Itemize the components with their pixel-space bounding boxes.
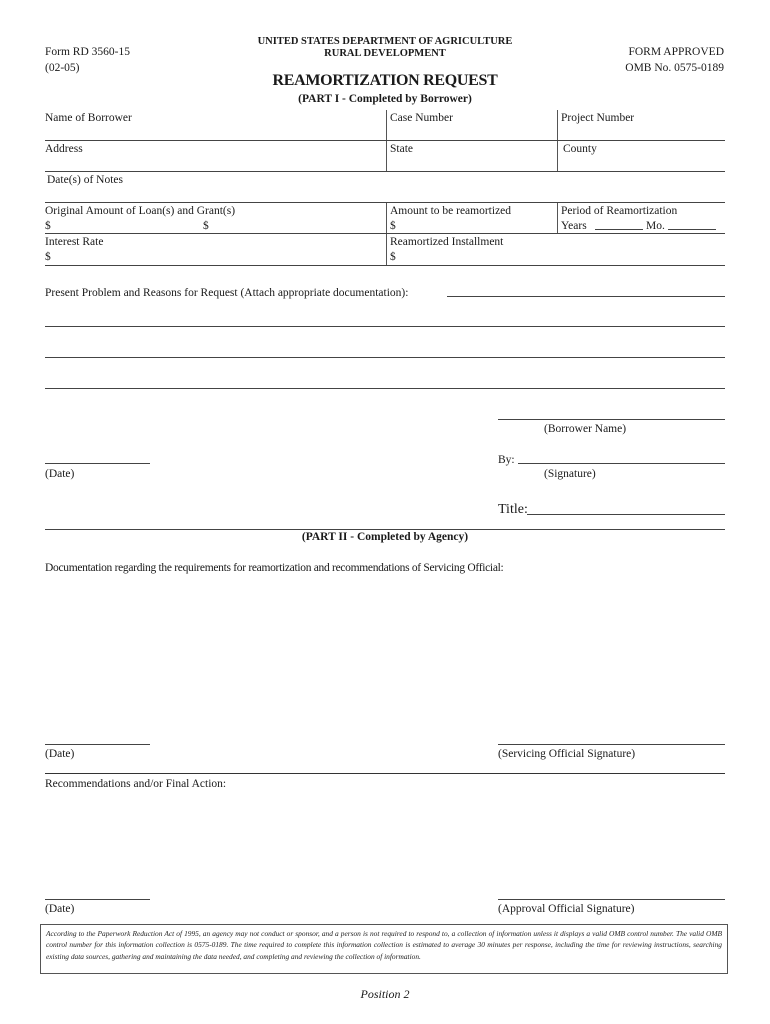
servicing-signature-line[interactable]: [498, 744, 725, 745]
problem-line[interactable]: [45, 357, 725, 358]
address-label: Address: [45, 143, 83, 155]
signature-caption: (Signature): [544, 468, 596, 480]
reamortized-installment-label: Reamortized Installment: [390, 236, 504, 248]
dollar-sign: $: [390, 220, 396, 232]
county-label: County: [563, 143, 597, 155]
row-divider: [45, 233, 725, 234]
dates-of-notes-label: Date(s) of Notes: [47, 174, 124, 186]
months-field[interactable]: [668, 229, 716, 230]
dollar-sign: $: [45, 220, 51, 232]
part-divider: [45, 529, 725, 530]
title-line[interactable]: [527, 514, 725, 515]
name-of-borrower-label: Name of Borrower: [45, 112, 132, 124]
form-number: Form RD 3560-15: [45, 46, 130, 58]
date-line[interactable]: [45, 744, 150, 745]
approved-line1: FORM APPROVED: [628, 46, 724, 58]
date-line[interactable]: [45, 899, 150, 900]
row-divider: [45, 171, 725, 172]
part2-heading: (PART II - Completed by Agency): [301, 531, 469, 543]
dollar-sign: $: [203, 220, 209, 232]
case-number-label: Case Number: [390, 112, 453, 124]
amount-reamortized-label: Amount to be reamortized: [390, 205, 512, 217]
omb-number: OMB No. 0575-0189: [625, 62, 724, 74]
agency-line1: UNITED STATES DEPARTMENT OF AGRICULTURE: [257, 36, 513, 47]
project-number-label: Project Number: [561, 112, 635, 124]
footer-position: Position 2: [360, 987, 410, 1001]
approval-signature-caption: (Approval Official Signature): [498, 903, 635, 915]
section-divider: [45, 773, 725, 774]
row-divider: [45, 202, 725, 203]
by-label: By:: [498, 454, 515, 466]
years-field[interactable]: [595, 229, 643, 230]
servicing-signature-caption: (Servicing Official Signature): [498, 748, 636, 760]
form-date: (02-05): [45, 62, 80, 74]
date-caption: (Date): [45, 748, 75, 760]
dollar-sign: $: [390, 251, 396, 263]
row-divider: [45, 140, 725, 141]
present-problem-label: Present Problem and Reasons for Request (Attach appropriate documentation):: [45, 287, 409, 299]
approval-signature-line[interactable]: [498, 899, 725, 900]
part1-heading: (PART I - Completed by Borrower): [298, 93, 472, 105]
date-line[interactable]: [45, 463, 150, 464]
interest-rate-label: Interest Rate: [45, 236, 104, 248]
row-divider: [45, 265, 725, 266]
dollar-sign: $: [45, 251, 51, 263]
title-label: Title:: [498, 502, 528, 517]
paperwork-notice: According to the Paperwork Reduction Act of 1995, an agency may not conduct or sponsor, and a person is not required to respond to, a collection of information unless it displays a valid OMB control number. The valid OMB control number for this information collection is 0575-0189. The time required to complete this information collection is estimated to average 30 minutes per response, including the time for reviewing instructions, searching existing data sources, gathering and maintaining the data needed, and completing and reviewing the collection of information.: [40, 924, 728, 974]
mo-label: Mo.: [646, 220, 665, 232]
recommendations-label: Recommendations and/or Final Action:: [45, 778, 227, 790]
period-label: Period of Reamortization: [561, 205, 678, 217]
signature-line[interactable]: [518, 463, 725, 464]
date-caption: (Date): [45, 903, 75, 915]
date-caption: (Date): [45, 468, 75, 480]
documentation-label: Documentation regarding the requirements for reamortization and recommendations of Servicing Official:: [45, 562, 504, 574]
borrower-name-caption: (Borrower Name): [544, 423, 627, 435]
problem-line[interactable]: [45, 326, 725, 327]
borrower-name-line[interactable]: [498, 419, 725, 420]
years-label: Years: [561, 220, 587, 232]
page-title: REAMORTIZATION REQUEST: [272, 72, 498, 89]
problem-line[interactable]: [45, 388, 725, 389]
original-amount-label: Original Amount of Loan(s) and Grant(s): [45, 205, 236, 217]
problem-line[interactable]: [447, 296, 725, 297]
agency-line2: RURAL DEVELOPMENT: [324, 48, 446, 59]
state-label: State: [390, 143, 413, 155]
